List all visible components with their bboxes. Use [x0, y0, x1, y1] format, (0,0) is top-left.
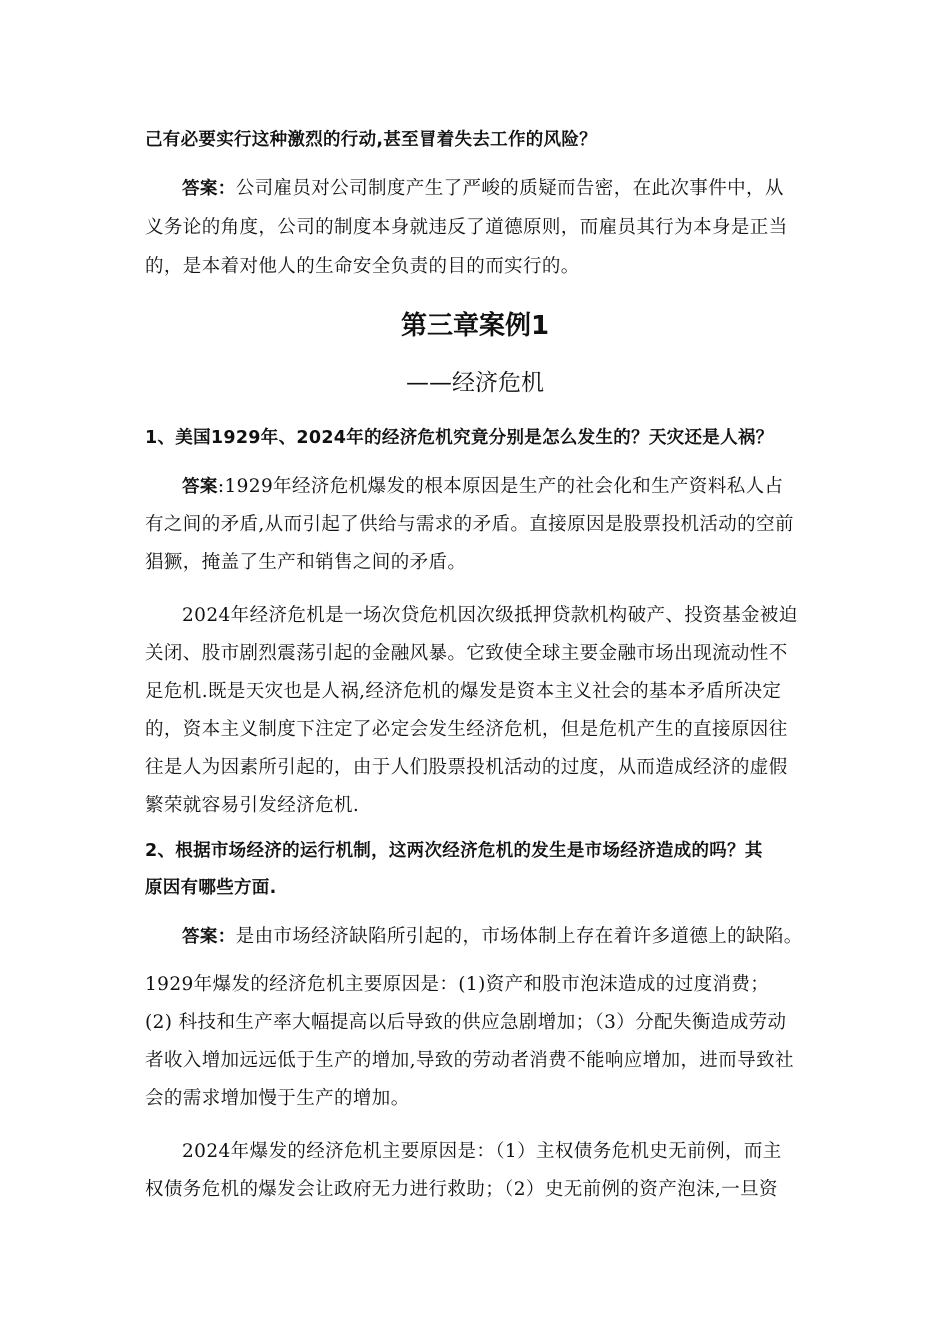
answer-1-line-1: [182, 474, 842, 500]
p2024-line-2: 关闭、股市剧烈震荡引起的金融风暴。它致使全球主要金融市场出现流动性不: [145, 643, 788, 664]
answer-2-line-1: [182, 924, 842, 950]
answer-0-line-3: 的，是本着对他人的生命安全负责的目的而实行的。: [145, 256, 580, 277]
answer-0-line-2: 义务论的角度，公司的制度本身就违反了道德原则，而雇员其行为本身是正当: [145, 217, 788, 238]
answer-1-line-3: 猖獗，掩盖了生产和销售之间的矛盾。: [145, 552, 467, 573]
answer-1-text: :1929年经济危机爆发的根本原因是生产的社会化和生产资料私人占: [217, 476, 784, 497]
question-2-line-1: 2、根据市场经济的运行机制，这两次经济危机的发生是市场经济造成的吗？其: [145, 841, 763, 861]
question-2-line-2: 原因有哪些方面.: [145, 878, 277, 898]
chapter-title: 第三章案例1: [400, 311, 550, 341]
p1929-line-2: (2) 科技和生产率大幅提高以后导致的供应急剧增加；（3）分配失衡造成劳动: [145, 1012, 787, 1033]
chapter-subtitle: ——经济危机: [406, 370, 544, 396]
answer-0-text: 公司雇员对公司制度产生了严峻的质疑而告密，在此次事件中，从: [235, 178, 784, 199]
answer-label: 答案：: [182, 179, 236, 199]
p1929-line-4: 会的需求增加慢于生产的增加。: [145, 1088, 410, 1109]
question-0-tail: 己有必要实行这种激烈的行动,甚至冒着失去工作的风险？: [145, 130, 597, 150]
p2024-line-1: 2024年经济危机是一场次贷危机因次级抵押贷款机构破产、投资基金被迫: [182, 605, 798, 626]
answer-label: 答案：: [182, 927, 236, 947]
p2024-line-6: 繁荣就容易引发经济危机.: [145, 795, 360, 816]
p2024-line-5: 往是人为因素所引起的，由于人们股票投机活动的过度，从而造成经济的虚假: [145, 757, 788, 778]
answer-0-line-1: [182, 176, 842, 202]
answer-2-text: 是由市场经济缺陷所引起的，市场体制上存在着许多道德上的缺陷。: [235, 926, 803, 947]
p2024b-line-2: 权债务危机的爆发会让政府无力进行救助；（2）史无前例的资产泡沫,一旦资: [145, 1179, 778, 1200]
answer-label: 答案: [182, 477, 218, 497]
question-1: 1、美国1929年、2024年的经济危机究竟分别是怎么发生的？天灾还是人祸？: [145, 428, 774, 448]
p2024b-line-1: 2024年爆发的经济危机主要原因是：（1）主权债务危机史无前例，而主: [182, 1141, 782, 1162]
p2024-line-3: 足危机.既是天灾也是人祸,经济危机的爆发是资本主义社会的基本矛盾所决定: [145, 681, 782, 702]
answer-1-line-2: 有之间的矛盾,从而引起了供给与需求的矛盾。直接原因是股票投机活动的空前: [145, 514, 794, 535]
p1929-line-3: 者收入增加远远低于生产的增加,导致的劳动者消费不能响应增加，进而导致社: [145, 1050, 794, 1071]
p2024-line-4: 的，资本主义制度下注定了必定会发生经济危机，但是危机产生的直接原因往: [145, 719, 788, 740]
p1929-line-1: 1929年爆发的经济危机主要原因是：(1)资产和股市泡沫造成的过度消费；: [145, 974, 770, 995]
